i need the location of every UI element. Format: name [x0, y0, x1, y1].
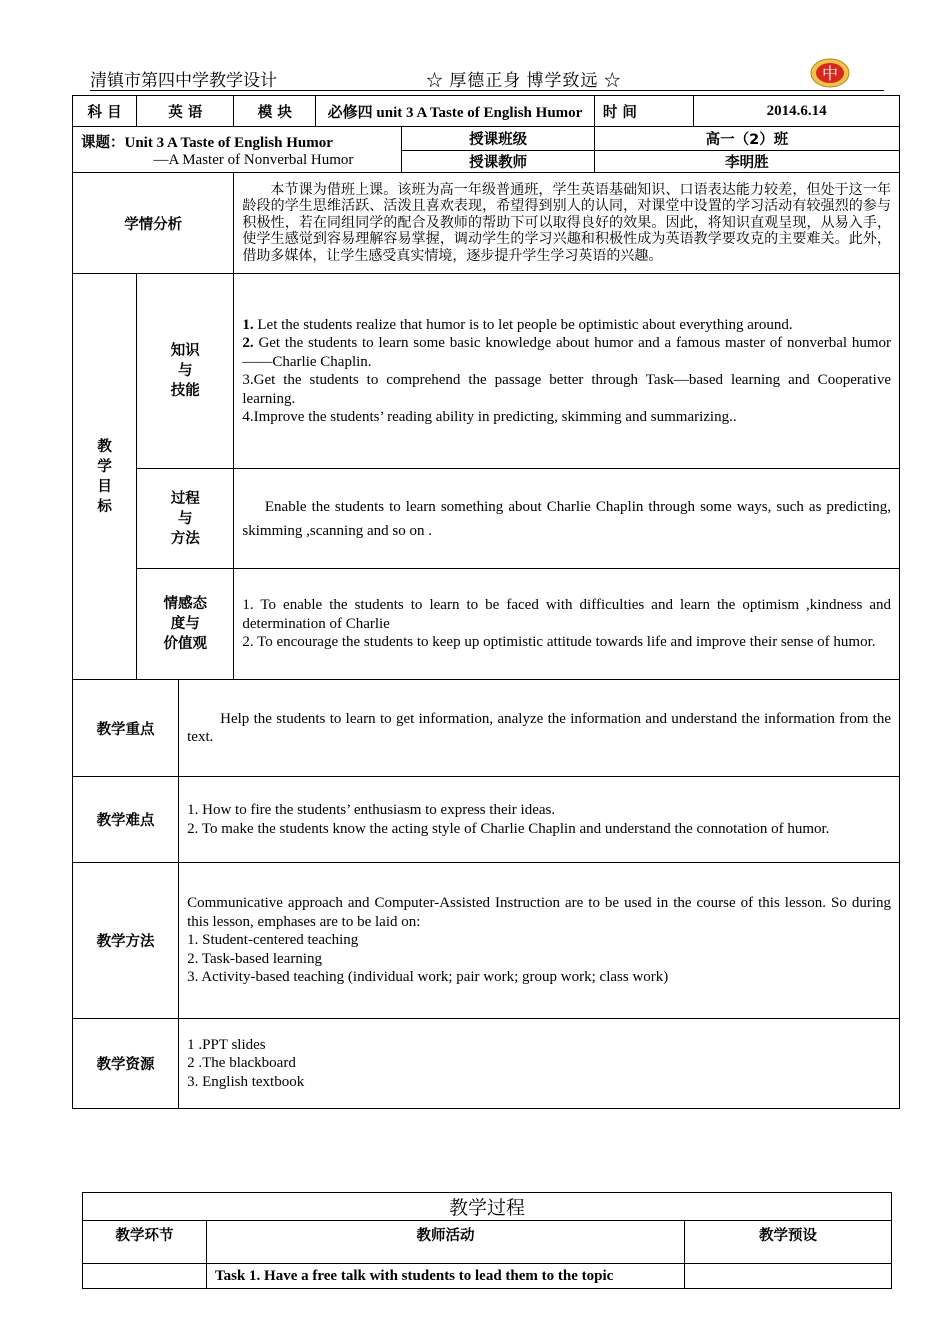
emotion-item: 2. To encourage the students to keep up optimistic attitude towards life and improve their sense of humor. — [242, 634, 876, 651]
process-table — [82, 1192, 892, 1289]
teacher-value: 李明胜 — [594, 151, 899, 173]
method-label: 教学方法 — [73, 863, 179, 1019]
task1-stage-cell — [83, 1264, 207, 1289]
difficulty-content — [179, 777, 900, 863]
school-motto: ☆ 厚德正身 博学致远 ☆ — [426, 71, 622, 90]
emotion-label: 情感态 度与 价值观 — [137, 569, 234, 680]
difficulty-item: 1. How to fire the students’ enthusiasm to express their ideas. — [187, 802, 556, 818]
focus-label: 教学重点 — [73, 680, 179, 777]
difficulty-item: 2. To make the students know the acting style of Charlie Chaplin and understand the connotation of humor. — [187, 820, 830, 837]
process-title: 教学过程 — [83, 1193, 892, 1221]
topic-cell — [73, 127, 402, 173]
subject-value: 英 语 — [137, 96, 234, 127]
resources-label: 教学资源 — [73, 1019, 179, 1109]
lesson-plan-table — [72, 95, 900, 1109]
topic-label: 课题： — [81, 134, 125, 151]
method-content — [179, 863, 900, 1019]
school-name: 清镇市第四中学教学设计 — [90, 71, 277, 90]
method-item: 1. Student-centered teaching — [187, 932, 359, 949]
task1-text: Task 1. Have a free talk with students to lead them to the topic — [207, 1264, 685, 1289]
module-label: 模 块 — [234, 96, 316, 127]
subject-label: 科 目 — [73, 96, 137, 127]
svg-text:中: 中 — [821, 64, 839, 83]
knowledge-item: 3.Get the students to comprehend the passage better through Task—based learning and Cooperative learning. — [242, 372, 891, 407]
process-text: Enable the students to learn something about Charlie Chaplin through some ways, such as predicting, skimming ,scanning and so on . — [234, 469, 900, 569]
difficulty-label: 教学难点 — [73, 777, 179, 863]
method-item: 2. Task-based learning — [187, 950, 323, 967]
emotion-item: 1. To enable the students to learn to be faced with difficulties and learn the optimism ,kindness and determination of Charlie — [242, 597, 891, 632]
topic-title: Unit 3 A Taste of English Humor — [124, 134, 333, 151]
method-item: 3. Activity-based teaching (individual work; pair work; group work; class work) — [187, 969, 669, 986]
analysis-text: 本节课为借班上课。该班为高一年级普通班，学生英语基础知识、口语表达能力较差，但处于这一年龄段的学生思维活跃、活泼且喜欢表现，希望得到别人的认同，对课堂中设置的学习活动有较强烈的参与积极性，若在同组同学的配合及教师的帮助下可以取得良好的效果。因此，将知识直观呈现，从易入手，使学生感觉到容易理解容易掌握，调动学生的学习兴趣和积极性成为英语教学要攻克的主要难关。此外，借助多媒体，让学生感受真实情境，逐步提升学生学习英语的兴趣。 — [234, 173, 900, 274]
knowledge-content — [234, 274, 900, 469]
topic-subtitle: —A Master of Nonverbal Humor — [153, 151, 354, 168]
time-value: 2014.6.14 — [694, 96, 900, 127]
page-header — [90, 64, 884, 91]
emotion-content — [234, 569, 900, 680]
resource-item: 3. English textbook — [187, 1073, 305, 1090]
knowledge-label: 知识 与 技能 — [137, 274, 234, 469]
time-label: 时 间 — [594, 96, 694, 127]
focus-text: Help the students to learn to get information, analyze the information and understand the information from the text. — [179, 680, 900, 777]
analysis-label: 学情分析 — [73, 173, 234, 274]
knowledge-item: 4.Improve the students’ reading ability in predicting, skimming and summarizing.. — [242, 409, 737, 425]
goals-label: 教学目标 — [73, 274, 137, 680]
module-value: 必修四 unit 3 A Taste of English Humor — [316, 96, 595, 127]
resource-item: 2 .The blackboard — [187, 1055, 296, 1072]
process-label: 过程 与 方法 — [137, 469, 234, 569]
method-item: Communicative approach and Computer-Assisted Instruction are to be used in the course of this lesson. So during this lesson, emphases are to be laid on: — [187, 895, 891, 930]
class-value: 高一（2）班 — [594, 127, 899, 151]
knowledge-item: 1. Let the students realize that humor is to let people be optimistic about everything around. — [242, 316, 793, 333]
teacher-label: 授课教师 — [402, 151, 594, 173]
school-logo-icon — [810, 58, 850, 88]
task1-plan-cell — [685, 1264, 892, 1289]
col-stage-header: 教学环节 — [83, 1221, 207, 1264]
class-label: 授课班级 — [402, 127, 594, 151]
resources-content — [179, 1019, 900, 1109]
col-teacher-header: 教师活动 — [207, 1221, 685, 1264]
knowledge-item: 2. Get the students to learn some basic knowledge about humor and a famous master of nonverbal humor ——Charlie Chaplin. — [242, 335, 891, 370]
resource-item: 1 .PPT slides — [187, 1036, 266, 1053]
col-plan-header: 教学预设 — [685, 1221, 892, 1264]
